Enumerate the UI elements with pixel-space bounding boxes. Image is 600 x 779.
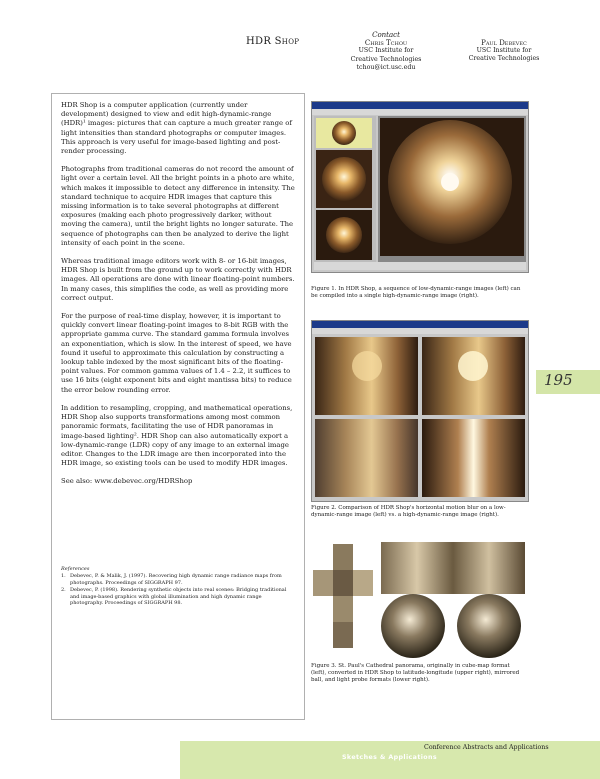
figure-1-image [311,101,529,273]
contact-label: Contact [372,31,400,39]
footer-title: Conference Abstracts and Applications [424,744,549,751]
references [61,566,296,607]
reference-number: 2. [61,587,66,594]
figure-2-caption: Figure 2. Comparison of HDR Shop's horizontal motion blur on a low-dynamic-range image (left) vs. a high-dynamic-range image (right). [311,505,506,519]
references-heading: References [61,566,90,572]
paragraph-4: For the purpose of real-time display, however, it is important to quickly convert linear floating-point images to 8-bit RGB with the appropriate gamma curve. The standard gamma formula involves an exponentiation, which is slow. In the interest of speed, we have found it useful to approximate this calculation by constructing a lookup table indexed by the most significant bits of the floating-point values. For common gamma values of 1.4 – 2.2, it suffices to use 16 bits (eight exponent bits and eight mantissa bits) to reduce the error below rounding error. [61,312,292,394]
paragraph-3: Whereas traditional image editors work with 8- or 16-bit images, HDR Shop is built from the ground up to work correctly with HDR images. All operations are done with linear floating-point numbers. In many cases, this simplifies the code, as well as providing more correct output. [61,257,295,302]
body-text [61,101,296,496]
figure-3-caption: Figure 3. St. Paul's Cathedral panorama, originally in cube-map format (left), converted in HDR Shop to latitude-longitude (upper right), mirrored ball, and light probe formats (lower right). [311,663,520,684]
author1-email: tchou@ict.usc.edu [356,63,416,71]
author2-affiliation-1: USC Institute for [476,47,532,55]
reference-item [61,573,296,586]
reference-item [61,587,296,606]
paragraph-5: In addition to resampling, cropping, and mathematical operations, HDR Shop also supports transformations among most common panoramic formats, facilitating the use of HDR panoramas in image-based lighting². HDR Shop can also automatically export a low-dynamic-range (LDR) copy of any image to an external image editor. Changes to the LDR image are then incorporated into the HDR image, so existing tools can be used to modify HDR images. [61,403,293,468]
contact-author-1 [336,31,436,72]
figure-2-image [311,320,529,502]
reference-text: Debevec, P. & Malik, J. (1997). Recovering high dynamic range radiance maps from photographs. Proceedings of SIGGRAPH 97. [70,573,282,586]
paragraph-6: See also: www.debevec.org/HDRShop [61,477,193,486]
reference-text: Debevec, P. (1998). Rendering synthetic objects into real scenes: Bridging traditional and image-based graphics with global illumination and high dynamic range photography. Proceedings of SIGGRAPH 98. [70,587,287,607]
author2-affiliation-2: Creative Technologies [468,55,540,63]
author1-affiliation-1: USC Institute for [358,47,414,55]
reference-number: 1. [61,573,66,580]
page-title: HDR Shop [246,36,300,47]
contact-author-2 [456,39,552,64]
author1-affiliation-2: Creative Technologies [350,55,422,63]
page-number-tab [536,370,600,394]
figure-1-caption: Figure 1. In HDR Shop, a sequence of low-dynamic-range images (left) can be compiled into a single high-dynamic-range image (right). [311,286,521,300]
page-number: 195 [544,371,573,389]
paragraph-1: HDR Shop is a computer application (currently under development) designed to view and edit high-dynamic-range (HDR)¹ images: pictures that can capture a much greater range of light intensities than standard photographs or computer images. This approach is very useful for image-based lighting and post-render processing. [61,101,292,156]
author1-name: Chris Tchou [364,39,408,48]
author2-name: Paul Debevec [481,39,527,47]
figure-3-image [311,540,527,660]
footer-subtitle: Sketches & Applications [342,754,438,761]
paragraph-2: Photographs from traditional cameras do not record the amount of light over a certain level. All the bright points in a photo are white, which makes it impossible to detect any difference in intensity. The standard technique to acquire HDR images that capture this missing information is to take several photographs at different exposures (making each photo progressively darker, without moving the camera), until the bright lights no longer saturate. The sequence of photographs can then be analyzed to derive the light intensity of each point in the scene. [61,165,295,247]
